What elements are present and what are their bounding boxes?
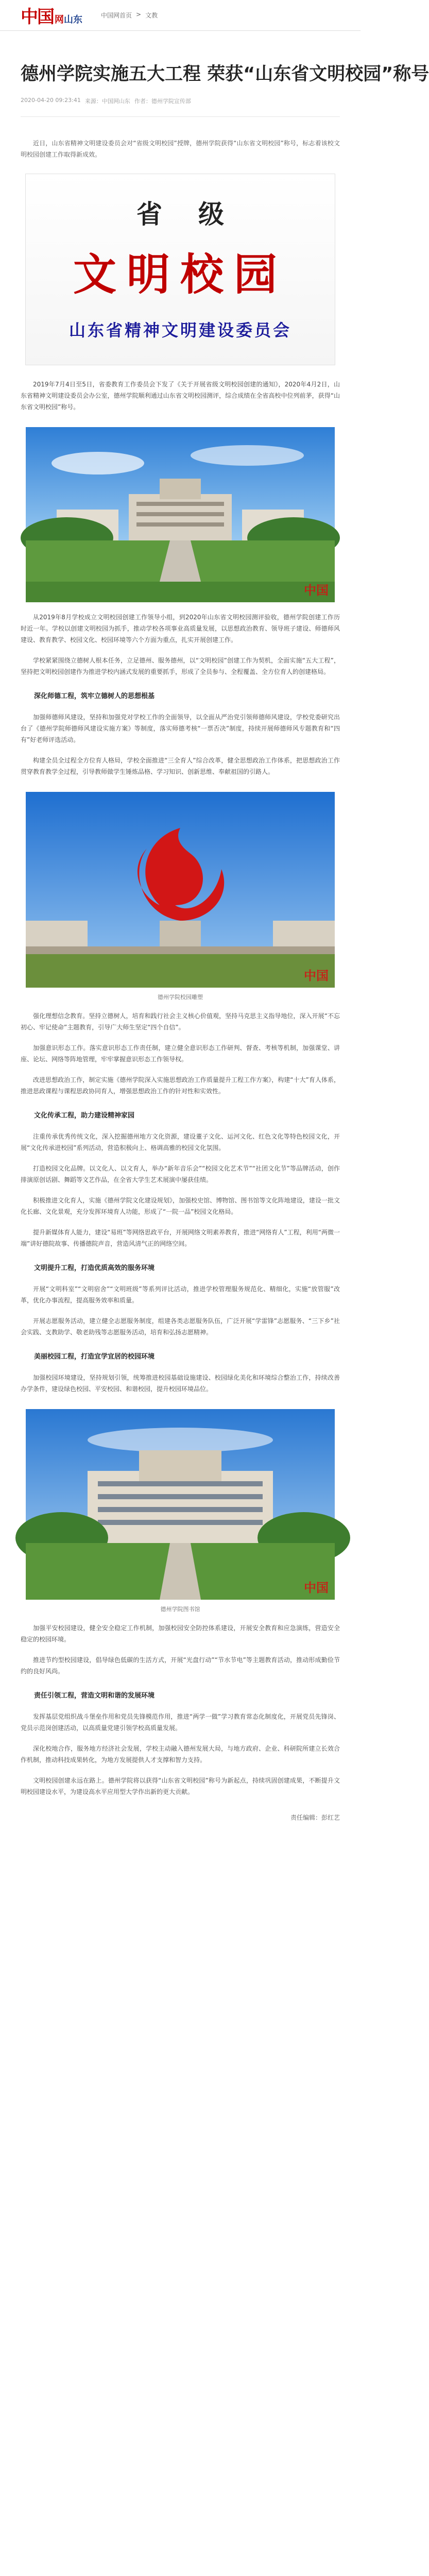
paragraph: 开展志愿服务活动，建立健全志愿服务制度，组建各类志愿服务队伍，广泛开展“学雷锋”志愿服务、“三下乡”社会实践、支教助学、敬老助残等志愿服务活动，培育和弘扬志愿精神。 xyxy=(21,1317,340,1336)
paragraph: 积极推进文化育人，实施《德州学院文化建设规划》，加强校史馆、博物馆、图书馆等文化阵地建设，建设一批文化长廊、文化景观，充分发挥环境育人功能，形成了“一院一品”校园文化格局。 xyxy=(21,1197,340,1215)
logo-sub-text xyxy=(55,12,82,26)
paragraph: 推进节约型校园建设，倡导绿色低碳的生活方式，开展“光盘行动”“节水节电”等主题教育活动，推动形成勤俭节约的良好风尚。 xyxy=(21,1656,340,1675)
campus-sculpture-photo xyxy=(26,792,335,988)
paragraph: 加强意识形态工作。落实意识形态工作责任制，建立健全意识形态工作研判、督查、考核等机制，加强课堂、讲座、论坛、网络等阵地管理，牢牢掌握意识形态工作领导权。 xyxy=(21,1044,340,1063)
paragraph: 开展“文明科室”“文明宿舍”“文明班级”等系列评比活动，推进学校管理服务规范化、精细化，实施“放管服”改革，优化办事流程，提高服务效率和质量。 xyxy=(21,1285,340,1304)
responsible-editor: 责任编辑：彭红艺 xyxy=(290,1814,340,1821)
article-source: 来源：中国网山东 xyxy=(84,98,130,105)
paragraph: 加强平安校园建设，健全安全稳定工作机制，加强校园安全防控体系建设，开展安全教育和应急演练，营造安全稳定的校园环境。 xyxy=(21,1624,340,1643)
campus-library-photo xyxy=(26,1409,335,1600)
watermark-text: 中国 xyxy=(304,1580,329,1595)
breadcrumb-separator: > xyxy=(136,11,142,18)
top-navigation-bar xyxy=(0,0,361,31)
campus-library-illustration xyxy=(26,1409,335,1600)
photo-caption: 德州学院图书馆 xyxy=(160,1606,200,1613)
plaque-line-committee: 山东省精神文明建设委员会 xyxy=(68,320,291,340)
photo-caption: 德州学院校园雕塑 xyxy=(158,994,203,1001)
breadcrumb xyxy=(101,11,158,20)
section-heading: 深化师德工程，筑牢立德树人的思想根基 xyxy=(34,692,155,700)
breadcrumb-home-link[interactable]: 中国网首页 xyxy=(101,12,132,19)
plaque-line-civilized-campus: 文明校园 xyxy=(73,249,287,300)
paragraph: 深化校地合作，服务地方经济社会发展，学校主动融入德州发展大局，与地方政府、企业、科研院所建立长效合作机制，推动科技成果转化，为地方发展提供人才支撑和智力支持。 xyxy=(21,1745,340,1764)
article-meta xyxy=(21,97,340,117)
paragraph: 注重传承优秀传统文化，深入挖掘德州地方文化资源，建设董子文化、运河文化、红色文化等特色校园文化，开展“文化传承进校园”系列活动，营造积极向上、格调高雅的校园文化氛围。 xyxy=(21,1133,340,1151)
paragraph: 2019年7月4日至5日，省委教育工作委员会下发了《关于开展省级文明校园创建的通知》，2020年4月2日，山东省精神文明建设委员会办公室，德州学院顺利通过山东省文明校园测评，综合成绩在全省高校中位列前茅，获得“山东省文明校园”称号。 xyxy=(21,381,340,411)
breadcrumb-channel-link[interactable]: 文教 xyxy=(145,12,158,19)
site-logo[interactable] xyxy=(21,3,82,28)
section-heading: 文化传承工程，助力建设精神家园 xyxy=(34,1112,135,1120)
article-author: 作者：德州学院宣传部 xyxy=(134,98,191,105)
article-intro: 近日，山东省精神文明建设委员会对“省级文明校园”授牌，德州学院获得“山东省文明校园”称号，标志着该校文明校园创建工作取得新成效。 xyxy=(21,140,340,158)
campus-overview-illustration xyxy=(26,427,335,602)
logo-sub-red: 网 xyxy=(55,14,64,25)
logo-main-text: 中国 xyxy=(21,7,54,27)
section-heading: 美丽校园工程，打造宜学宜居的校园环境 xyxy=(34,1353,155,1361)
section-heading: 责任引领工程，营造文明和谐的发展环境 xyxy=(34,1692,155,1700)
article-title: 德州学院实施五大工程 荣获“山东省文明校园”称号 xyxy=(21,64,429,84)
china-net-watermark xyxy=(304,965,329,984)
paragraph: 发挥基层党组织战斗堡垒作用和党员先锋模范作用，推进“两学一做”学习教育常态化制度化，开展党员先锋岗、党员示范岗创建活动，以高质量党建引领学校高质量发展。 xyxy=(21,1713,340,1732)
china-net-watermark xyxy=(304,1578,329,1596)
campus-sculpture-illustration xyxy=(26,792,335,988)
plaque-line-provincial: 省级 xyxy=(136,199,260,229)
paragraph: 学校紧紧围绕立德树人根本任务，立足德州、服务德州，以“文明校园”创建工作为契机，全面实施“五大工程”，坚持把文明校园创建作为推进学校内涵式发展的重要抓手，形成了全员参与、全程覆盖、全方位育人的创建格局。 xyxy=(21,657,340,675)
paragraph: 打造校园文化品牌。以文化人、以文育人，举办“新年音乐会”“校园文化艺术节”“社团文化节”等品牌活动，创作排演原创话剧、舞蹈等文艺作品，在全省大学生艺术展演中屡获佳绩。 xyxy=(21,1165,340,1183)
paragraph: 改进思想政治工作，制定实施《德州学院深入实施思想政治工作质量提升工程工作方案》，构建“十大”育人体系，推进思政课程与课程思政协同育人，增强思想政治工作的针对性和实效性。 xyxy=(21,1076,340,1095)
paragraph: 强化理想信念教育。坚持立德树人，培育和践行社会主义核心价值观，坚持马克思主义指导地位，深入开展“不忘初心、牢记使命”主题教育，引导广大师生坚定“四个自信”。 xyxy=(21,1012,340,1031)
article-content xyxy=(0,63,429,1822)
paragraph: 加强师德师风建设，坚持和加强党对学校工作的全面领导，以全面从严治党引领师德师风建设，学校党委研究出台了《德州学院师德师风建设实施方案》等制度，落实师德考核“一票否决”制度，持续开展师德师风专题教育和“四有”好老师评选活动。 xyxy=(21,714,340,743)
watermark-text: 中国 xyxy=(304,583,329,598)
civilized-campus-plaque-image xyxy=(25,174,335,365)
paragraph: 加强校园环境建设，坚持规划引领，统筹推进校园基础设施建设、校园绿化美化和环境综合整治工作，持续改善办学条件，建设绿色校园、平安校园、和谐校园，提升校园环境品位。 xyxy=(21,1374,340,1393)
section-heading: 文明提升工程，打造优质高效的服务环境 xyxy=(34,1264,155,1272)
china-net-watermark xyxy=(304,580,329,598)
paragraph: 从2019年8月学校成立文明校园创建工作领导小组，到2020年山东省文明校园测评验收，德州学院创建工作历时近一年。学校以创建文明校园为抓手，推动学校各项事业高质量发展，以思想政治教育、领导班子建设、师德师风建设、教育教学、校园文化、校园环境等六个方面为重点，扎实开展创建工作。 xyxy=(21,614,340,643)
logo-sub-blue: 山东 xyxy=(64,14,82,25)
paragraph: 提升新媒体育人能力，建设“易班”等网络思政平台，开展网络文明素养教育，推进“网络育人”工程，利用“两微一端”讲好德院故事、传播德院声音，营造风清气正的网络空间。 xyxy=(21,1229,340,1247)
closing-paragraph: 文明校园创建永远在路上。德州学院将以获得“山东省文明校园”称号为新起点，持续巩固创建成果，不断提升文明校园建设水平，为建设高水平应用型大学作出新的更大贡献。 xyxy=(21,1777,340,1795)
campus-overview-photo xyxy=(26,427,335,602)
article-date: 2020-04-20 09:23:41 xyxy=(21,97,81,104)
watermark-text: 中国 xyxy=(304,968,329,983)
paragraph: 构建全员全过程全方位育人格局，学校全面推进“三全育人”综合改革，健全思想政治工作体系，把思想政治工作贯穿教育教学全过程，引导教师做学生锤炼品格、学习知识、创新思维、奉献祖国的引路人。 xyxy=(21,757,340,775)
